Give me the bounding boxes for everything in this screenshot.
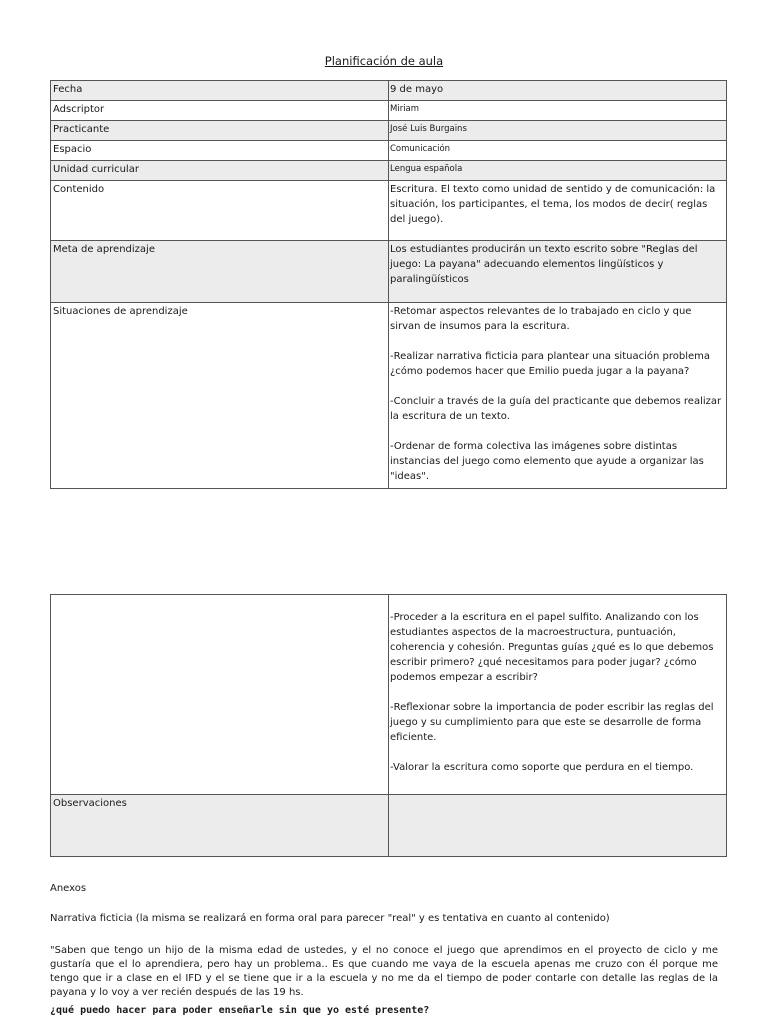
situacion-item: -Realizar narrativa ficticia para plantear una situación problema ¿cómo podemos hacer que Emilio pueda jugar a la payana? (390, 351, 711, 377)
table-row (51, 141, 727, 161)
annex-question: ¿qué puedo hacer para poder enseñarle sin que yo esté presente? (50, 1005, 430, 1016)
row-label-observaciones: Observaciones (51, 795, 389, 857)
row-label-continuation (51, 595, 389, 795)
row-label-espacio: Espacio (51, 141, 389, 161)
row-value-practicante: José Luis Burgains (389, 121, 727, 141)
table-row (51, 595, 727, 795)
table-row (51, 303, 727, 489)
row-value-continuation (389, 595, 727, 795)
row-label-contenido: Contenido (51, 181, 389, 241)
planning-table-continuation (50, 594, 727, 857)
row-value-contenido: Escritura. El texto como unidad de sentido y de comunicación: la situación, los participantes, el tema, los modos de decir( reglas del juego). (389, 181, 727, 241)
planning-table (50, 80, 727, 489)
row-label-unidad-curricular: Unidad curricular (51, 161, 389, 181)
document-title: Planificación de aula (324, 54, 444, 68)
situacion-item: -Ordenar de forma colectiva las imágenes sobre distintas instancias del juego como elemento que ayude a organizar las "ideas". (390, 441, 704, 482)
table-row (51, 101, 727, 121)
table-row (51, 161, 727, 181)
row-label-fecha: Fecha (51, 81, 389, 101)
row-value-adscriptor: Miriam (389, 101, 727, 121)
situacion-item: -Reflexionar sobre la importancia de poder escribir las reglas del juego y su cumplimiento para que este se desarrolle de forma eficiente. (390, 702, 714, 743)
table-row (51, 795, 727, 857)
row-label-adscriptor: Adscriptor (51, 101, 389, 121)
table-row (51, 241, 727, 303)
row-value-situaciones (389, 303, 727, 489)
row-label-practicante: Practicante (51, 121, 389, 141)
row-label-situaciones: Situaciones de aprendizaje (51, 303, 389, 489)
situacion-item: -Valorar la escritura como soporte que perdura en el tiempo. (390, 762, 694, 773)
row-label-meta-aprendizaje: Meta de aprendizaje (51, 241, 389, 303)
table-row (51, 81, 727, 101)
row-value-unidad-curricular: Lengua española (389, 161, 727, 181)
situacion-item: -Proceder a la escritura en el papel sulfito. Analizando con los estudiantes aspectos de la macroestructura, puntuación, coherencia y cohesión. Preguntas guías ¿qué es lo que debemos escribir primero? ¿qué necesitamos para poder jugar? ¿cómo podemos empezar a escribir? (390, 612, 714, 683)
row-value-fecha: 9 de mayo (389, 81, 727, 101)
row-value-espacio: Comunicación (389, 141, 727, 161)
row-value-observaciones (389, 795, 727, 857)
table-row (51, 121, 727, 141)
annex-intro: Narrativa ficticia (la misma se realizará en forma oral para parecer "real" y es tentativa en cuanto al contenido) (50, 913, 610, 924)
situacion-item: -Retomar aspectos relevantes de lo trabajado en ciclo y que sirvan de insumos para la escritura. (390, 306, 692, 332)
row-value-meta-aprendizaje: Los estudiantes producirán un texto escrito sobre "Reglas del juego: La payana" adecuando elementos lingüísticos y paralingüísticos (389, 241, 727, 303)
annex-heading: Anexos (50, 883, 87, 894)
table-row (51, 181, 727, 241)
annex-story: "Saben que tengo un hijo de la misma edad de ustedes, y el no conoce el juego que aprendimos en el proyecto de ciclo y me gustaría que el lo aprendiera, pero hay un problema.. Es que cuando me vaya de la escuela apenas me cruzo con él porque me tengo que ir a clase en el IFD y el se tiene que ir a la escuela y no me da el tiempo de poder contarle con detalle las reglas de la payana y lo voy a ver recién después de las 19 hs. (50, 945, 718, 998)
situacion-item: -Concluir a través de la guía del practicante que debemos realizar la escritura de un texto. (390, 396, 722, 422)
